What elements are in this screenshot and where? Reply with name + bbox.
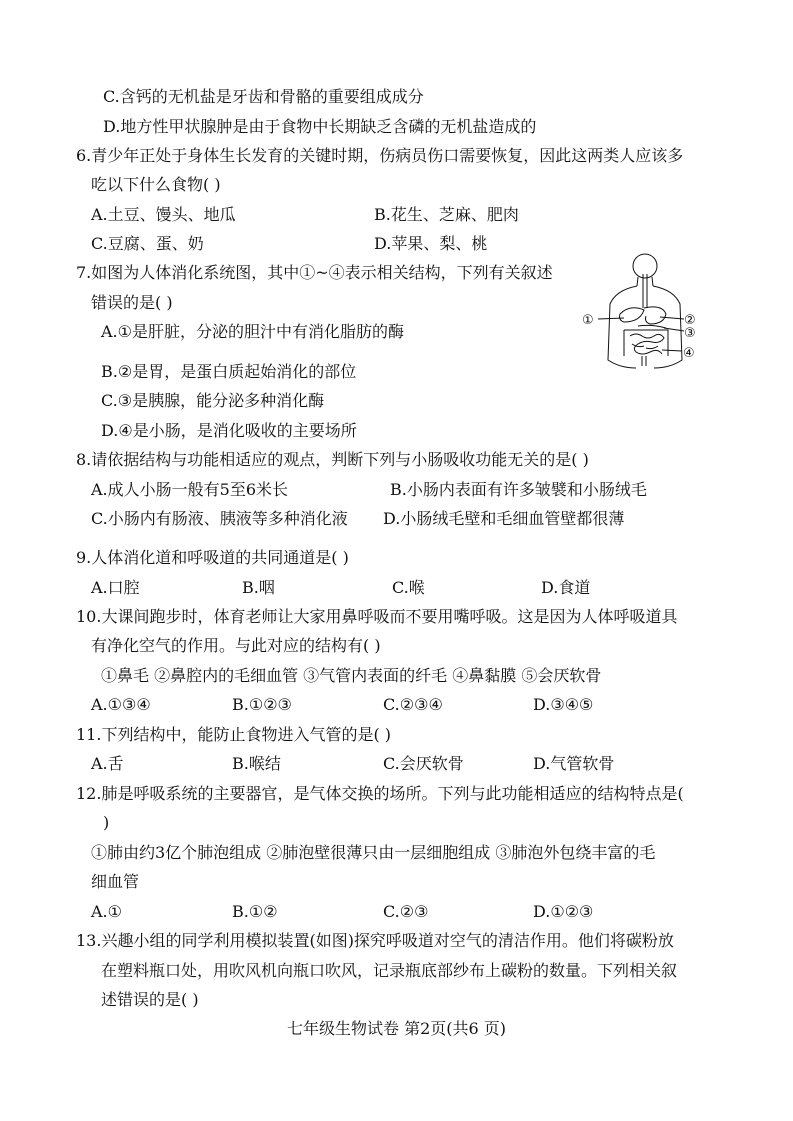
q8-option-b: B.小肠内表面有许多皱襞和小肠绒毛 <box>390 480 647 499</box>
diagram-label-4: ④ <box>683 346 695 361</box>
q12-option-c: C.②③ <box>383 902 429 921</box>
q10-items: ①鼻毛 ②鼻腔内的毛细血管 ③气管内表面的纤毛 ④鼻黏膜 ⑤会厌软骨 <box>101 666 602 685</box>
q9-option-c: C.喉 <box>392 578 425 597</box>
q7-option-c: C.③是胰腺，能分泌多种消化酶 <box>101 391 325 410</box>
page-footer: 七年级生物试卷 第2页(共6 页) <box>286 1019 507 1038</box>
q9-option-a: A.口腔 <box>91 578 140 597</box>
diagram-label-2: ② <box>684 313 696 328</box>
q10-option-b: B.①②③ <box>232 695 292 714</box>
q13-stem-line3: 述错误的是( ) <box>101 990 199 1009</box>
q8-option-a: A.成人小肠一般有5至6米长 <box>91 480 289 499</box>
q7-option-a: A.①是肝脏，分泌的胆汁中有消化脂肪的酶 <box>101 322 404 341</box>
q12-option-d: D.①②③ <box>533 902 594 921</box>
q10-stem-line1: 10.大课间跑步时，体育老师让大家用鼻呼吸而不要用嘴呼吸。这是因为人体呼吸道具 <box>76 607 678 626</box>
q11-stem: 11.下列结构中，能防止食物进入气管的是( ) <box>76 725 392 744</box>
q11-option-b: B.喉结 <box>232 754 281 773</box>
q6-stem-line1: 6.青少年正处于身体生长发育的关键时期，伤病员伤口需要恢复，因此这两类人应该多 <box>76 146 684 165</box>
diagram-label-1: ① <box>582 313 594 328</box>
q12-items-line2: 细血管 <box>91 872 140 891</box>
q10-option-d: D.③④⑤ <box>533 695 594 714</box>
q6-option-a: A.土豆、馒头、地瓜 <box>91 205 236 224</box>
q9-stem: 9.人体消化道和呼吸道的共同通道是( ) <box>76 548 349 567</box>
q6-option-b: B.花生、芝麻、肥肉 <box>374 205 519 224</box>
q9-option-b: B.咽 <box>242 578 275 597</box>
option-d-prev: D.地方性甲状腺肿是由于食物中长期缺乏含磷的无机盐造成的 <box>103 117 537 136</box>
q6-option-d: D.苹果、梨、桃 <box>374 234 488 253</box>
q6-stem-line2: 吃以下什么食物( ) <box>91 175 221 194</box>
q11-option-d: D.气管软骨 <box>533 754 615 773</box>
option-c-prev: C.含钙的无机盐是牙齿和骨骼的重要组成成分 <box>103 87 424 106</box>
q13-stem-line1: 13.兴趣小组的同学利用模拟装置(如图)探究呼吸道对空气的清洁作用。他们将碳粉放 <box>76 931 674 950</box>
q10-option-c: C.②③④ <box>383 695 443 714</box>
digestive-system-diagram <box>580 252 698 376</box>
q12-option-a: A.① <box>91 902 122 921</box>
q8-stem: 8.请依据结构与功能相适应的观点，判断下列与小肠吸收功能无关的是( ) <box>76 450 589 469</box>
q8-option-d: D.小肠绒毛壁和毛细血管壁都很薄 <box>383 509 625 528</box>
q7-stem-line1: 7.如图为人体消化系统图，其中①~④表示相关结构，下列有关叙述 <box>76 263 553 282</box>
q8-option-c: C.小肠内有肠液、胰液等多种消化液 <box>91 509 348 528</box>
q12-stem-line2: ) <box>103 813 110 832</box>
diagram-label-3: ③ <box>684 326 696 341</box>
q7-option-b: B.②是胃，是蛋白质起始消化的部位 <box>101 362 357 381</box>
q6-option-c: C.豆腐、蛋、奶 <box>91 234 204 253</box>
q13-stem-line2: 在塑料瓶口处，用吹风机向瓶口吹风，记录瓶底部纱布上碳粉的数量。下列相关叙 <box>101 961 678 980</box>
q9-option-d: D.食道 <box>541 578 591 597</box>
q7-stem-line2: 错误的是( ) <box>91 293 173 312</box>
q11-option-a: A.舌 <box>91 754 124 773</box>
q12-option-b: B.①② <box>232 902 278 921</box>
q7-option-d: D.④是小肠，是消化吸收的主要场所 <box>101 421 357 440</box>
q10-option-a: A.①③④ <box>91 695 151 714</box>
q12-stem-line1: 12.肺是呼吸系统的主要器官，是气体交换的场所。下列与此功能相适应的结构特点是( <box>76 784 684 803</box>
q10-stem-line2: 有净化空气的作用。与此对应的结构有( ) <box>91 636 381 655</box>
q11-option-c: C.会厌软骨 <box>383 754 464 773</box>
q12-items-line1: ①肺由约3亿个肺泡组成 ②肺泡壁很薄只由一层细胞组成 ③肺泡外包绕丰富的毛 <box>91 843 656 862</box>
